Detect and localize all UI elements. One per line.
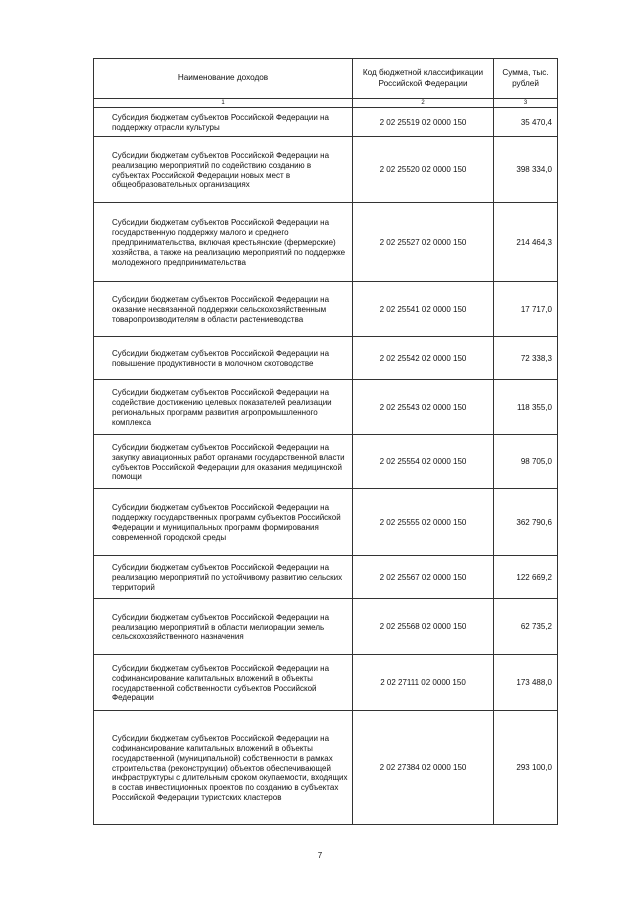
budget-code-cell: 2 02 27384 02 0000 150 (353, 711, 494, 825)
header-amount: Сумма, тыс. рублей (494, 59, 558, 99)
amount-cell: 214 464,3 (494, 203, 558, 282)
table-row (94, 108, 558, 137)
table-row (94, 203, 558, 282)
table-row (94, 137, 558, 203)
budget-code-cell: 2 02 25527 02 0000 150 (353, 203, 494, 282)
budget-code-cell: 2 02 25554 02 0000 150 (353, 435, 494, 489)
table-row (94, 380, 558, 435)
table-row (94, 435, 558, 489)
amount-cell: 35 470,4 (494, 108, 558, 137)
budget-code-cell: 2 02 25543 02 0000 150 (353, 380, 494, 435)
table-row (94, 711, 558, 825)
table-row (94, 556, 558, 599)
income-name-cell: Субсидия бюджетам субъектов Российской Федерации на поддержку отрасли культуры (94, 108, 353, 137)
table-row (94, 337, 558, 380)
table-header-row (94, 59, 558, 99)
budget-code-cell: 2 02 25542 02 0000 150 (353, 337, 494, 380)
income-name-cell: Субсидии бюджетам субъектов Российской Федерации на закупку авиационных работ органами государственной власти субъектов Российской Федерации для оказания медицинской помощи (94, 435, 353, 489)
header-income-name: Наименование доходов (94, 59, 353, 99)
income-name-cell: Субсидии бюджетам субъектов Российской Федерации на оказание несвязанной поддержки сельскохозяйственным товаропроизводителям в области растениеводства (94, 282, 353, 337)
income-name-cell: Субсидии бюджетам субъектов Российской Федерации на содействие достижению целевых показателей реализации региональных программ развития агропромышленного комплекса (94, 380, 353, 435)
amount-cell: 362 790,6 (494, 489, 558, 556)
income-name-cell: Субсидии бюджетам субъектов Российской Федерации на софинансирование капитальных вложений в объекты государственной собственности субъектов Российской Федерации (94, 655, 353, 711)
income-name-cell: Субсидии бюджетам субъектов Российской Федерации на повышение продуктивности в молочном скотоводстве (94, 337, 353, 380)
table-row (94, 282, 558, 337)
column-number-row (94, 99, 558, 108)
page-number: 7 (317, 851, 323, 860)
budget-code-cell: 2 02 25519 02 0000 150 (353, 108, 494, 137)
budget-code-cell: 2 02 25520 02 0000 150 (353, 137, 494, 203)
income-name-cell: Субсидии бюджетам субъектов Российской Федерации на государственную поддержку малого и среднего предпринимательства, включая крестьянские (фермерские) хозяйства, а также на реализацию мероприятий по поддержке молодежного предпринимательства (94, 203, 353, 282)
amount-cell: 62 735,2 (494, 599, 558, 655)
table-row (94, 655, 558, 711)
column-number-3: 3 (494, 99, 558, 108)
budget-code-cell: 2 02 25567 02 0000 150 (353, 556, 494, 599)
column-number-1: 1 (94, 99, 353, 108)
budget-code-cell: 2 02 25568 02 0000 150 (353, 599, 494, 655)
budget-code-cell: 2 02 25541 02 0000 150 (353, 282, 494, 337)
amount-cell: 293 100,0 (494, 711, 558, 825)
income-name-cell: Субсидии бюджетам субъектов Российской Федерации на софинансирование капитальных вложений в объекты государственной (муниципальной) собственности в рамках строительства (реконструкции) объектов обеспечивающей инфраструктуры с длительным сроком окупаемости, входящих в состав инвестиционных проектов по созданию в субъектах Российской Федерации туристских кластеров (94, 711, 353, 825)
amount-cell: 398 334,0 (494, 137, 558, 203)
revenue-table (93, 58, 558, 825)
table-row (94, 489, 558, 556)
amount-cell: 118 355,0 (494, 380, 558, 435)
amount-cell: 122 669,2 (494, 556, 558, 599)
table-row (94, 599, 558, 655)
income-name-cell: Субсидии бюджетам субъектов Российской Федерации на реализацию мероприятий в области мелиорации земель сельскохозяйственного назначения (94, 599, 353, 655)
header-budget-code: Код бюджетной классификации Российской Федерации (353, 59, 494, 99)
amount-cell: 17 717,0 (494, 282, 558, 337)
income-name-cell: Субсидии бюджетам субъектов Российской Федерации на поддержку государственных программ субъектов Российской Федерации и муниципальных программ формирования современной городской среды (94, 489, 353, 556)
column-number-2: 2 (353, 99, 494, 108)
amount-cell: 72 338,3 (494, 337, 558, 380)
budget-code-cell: 2 02 25555 02 0000 150 (353, 489, 494, 556)
amount-cell: 98 705,0 (494, 435, 558, 489)
income-name-cell: Субсидии бюджетам субъектов Российской Федерации на реализацию мероприятий по устойчивому развитию сельских территорий (94, 556, 353, 599)
budget-code-cell: 2 02 27111 02 0000 150 (353, 655, 494, 711)
amount-cell: 173 488,0 (494, 655, 558, 711)
income-name-cell: Субсидии бюджетам субъектов Российской Федерации на реализацию мероприятий по содействию созданию в субъектах Российской Федерации новых мест в общеобразовательных организациях (94, 137, 353, 203)
